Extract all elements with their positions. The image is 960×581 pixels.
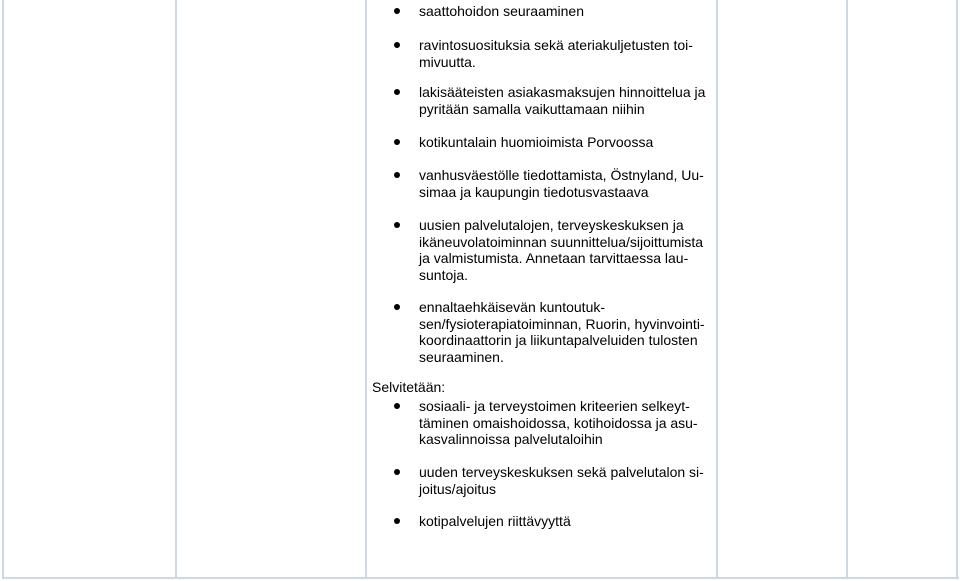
text-line: sosiaali- ja terveystoimen kriteerien selkeyt- [419, 398, 690, 414]
text-line: koordinaattorin ja liikuntapalveluiden tulosten [419, 332, 698, 349]
bullet-icon [394, 172, 400, 178]
text-line: ikäneuvolatoiminnan suunnittelua/sijoittumista [419, 233, 704, 250]
list-item-text [419, 217, 703, 283]
text-line: kasvalinnoissa palvelutaloihin [419, 431, 603, 448]
list-item-text [419, 84, 705, 117]
bullet-icon [394, 304, 400, 310]
list-item-text [419, 464, 704, 497]
bullet-icon [394, 89, 400, 95]
text-line: vanhusväestölle tiedottamista, Östnyland, Uu- [419, 167, 704, 183]
text-line: kotikuntalain huomioimista Porvoossa [419, 134, 654, 150]
bullet-icon [394, 403, 400, 409]
list-item-text [419, 167, 704, 200]
text-line: joitus/ajoitus [419, 480, 497, 497]
list-item-text [419, 37, 693, 70]
list-item-text [419, 299, 705, 365]
table-column-divider [956, 0, 958, 579]
text-line: ravintosuosituksia sekä ateriakuljetusten toi- [419, 37, 693, 53]
table-column-divider [365, 0, 367, 579]
table-column-divider [175, 0, 177, 579]
bullet-icon [394, 42, 400, 48]
text-line: ennaltaehkäisevän kuntoutuk- [419, 299, 606, 315]
bullet-icon [394, 469, 400, 475]
text-line: suntoja. [419, 266, 469, 283]
list-item-text [419, 3, 584, 20]
list-item-text [419, 513, 571, 530]
text-line: uuden terveyskeskuksen sekä palvelutalon si- [419, 464, 704, 480]
table-column-divider [2, 0, 4, 579]
text-line: pyritään samalla vaikuttamaan niihin [419, 100, 645, 117]
text-line: ja valmistumista. Annetaan tarvittaessa lau- [419, 250, 689, 267]
bullet-icon [394, 139, 400, 145]
section-label: Selvitetään: [372, 379, 446, 395]
text-line: saattohoidon seuraaminen [419, 3, 585, 19]
bullet-icon [394, 518, 400, 524]
text-line: simaa ja kaupungin tiedotusvastaava [419, 183, 649, 200]
table-column-divider [716, 0, 718, 579]
text-line: seuraaminen. [419, 348, 504, 365]
list-item-text [419, 134, 653, 151]
text-line: täminen omaishoidossa, kotihoidossa ja asu- [419, 414, 698, 431]
text-line: lakisääteisten asiakasmaksujen hinnoittelua ja [419, 84, 706, 100]
bullet-icon [394, 222, 400, 228]
text-line: kotipalvelujen riittävyyttä [419, 513, 571, 529]
text-line: mivuutta. [419, 53, 476, 70]
list-item-text [419, 398, 698, 448]
table-column-divider [846, 0, 848, 579]
table-bottom-border [2, 577, 959, 579]
bullet-icon [394, 8, 400, 14]
text-line: uusien palvelutalojen, terveyskeskuksen ja [419, 217, 684, 233]
text-line: sen/fysioterapiatoiminnan, Ruorin, hyvinvointi- [419, 315, 705, 332]
